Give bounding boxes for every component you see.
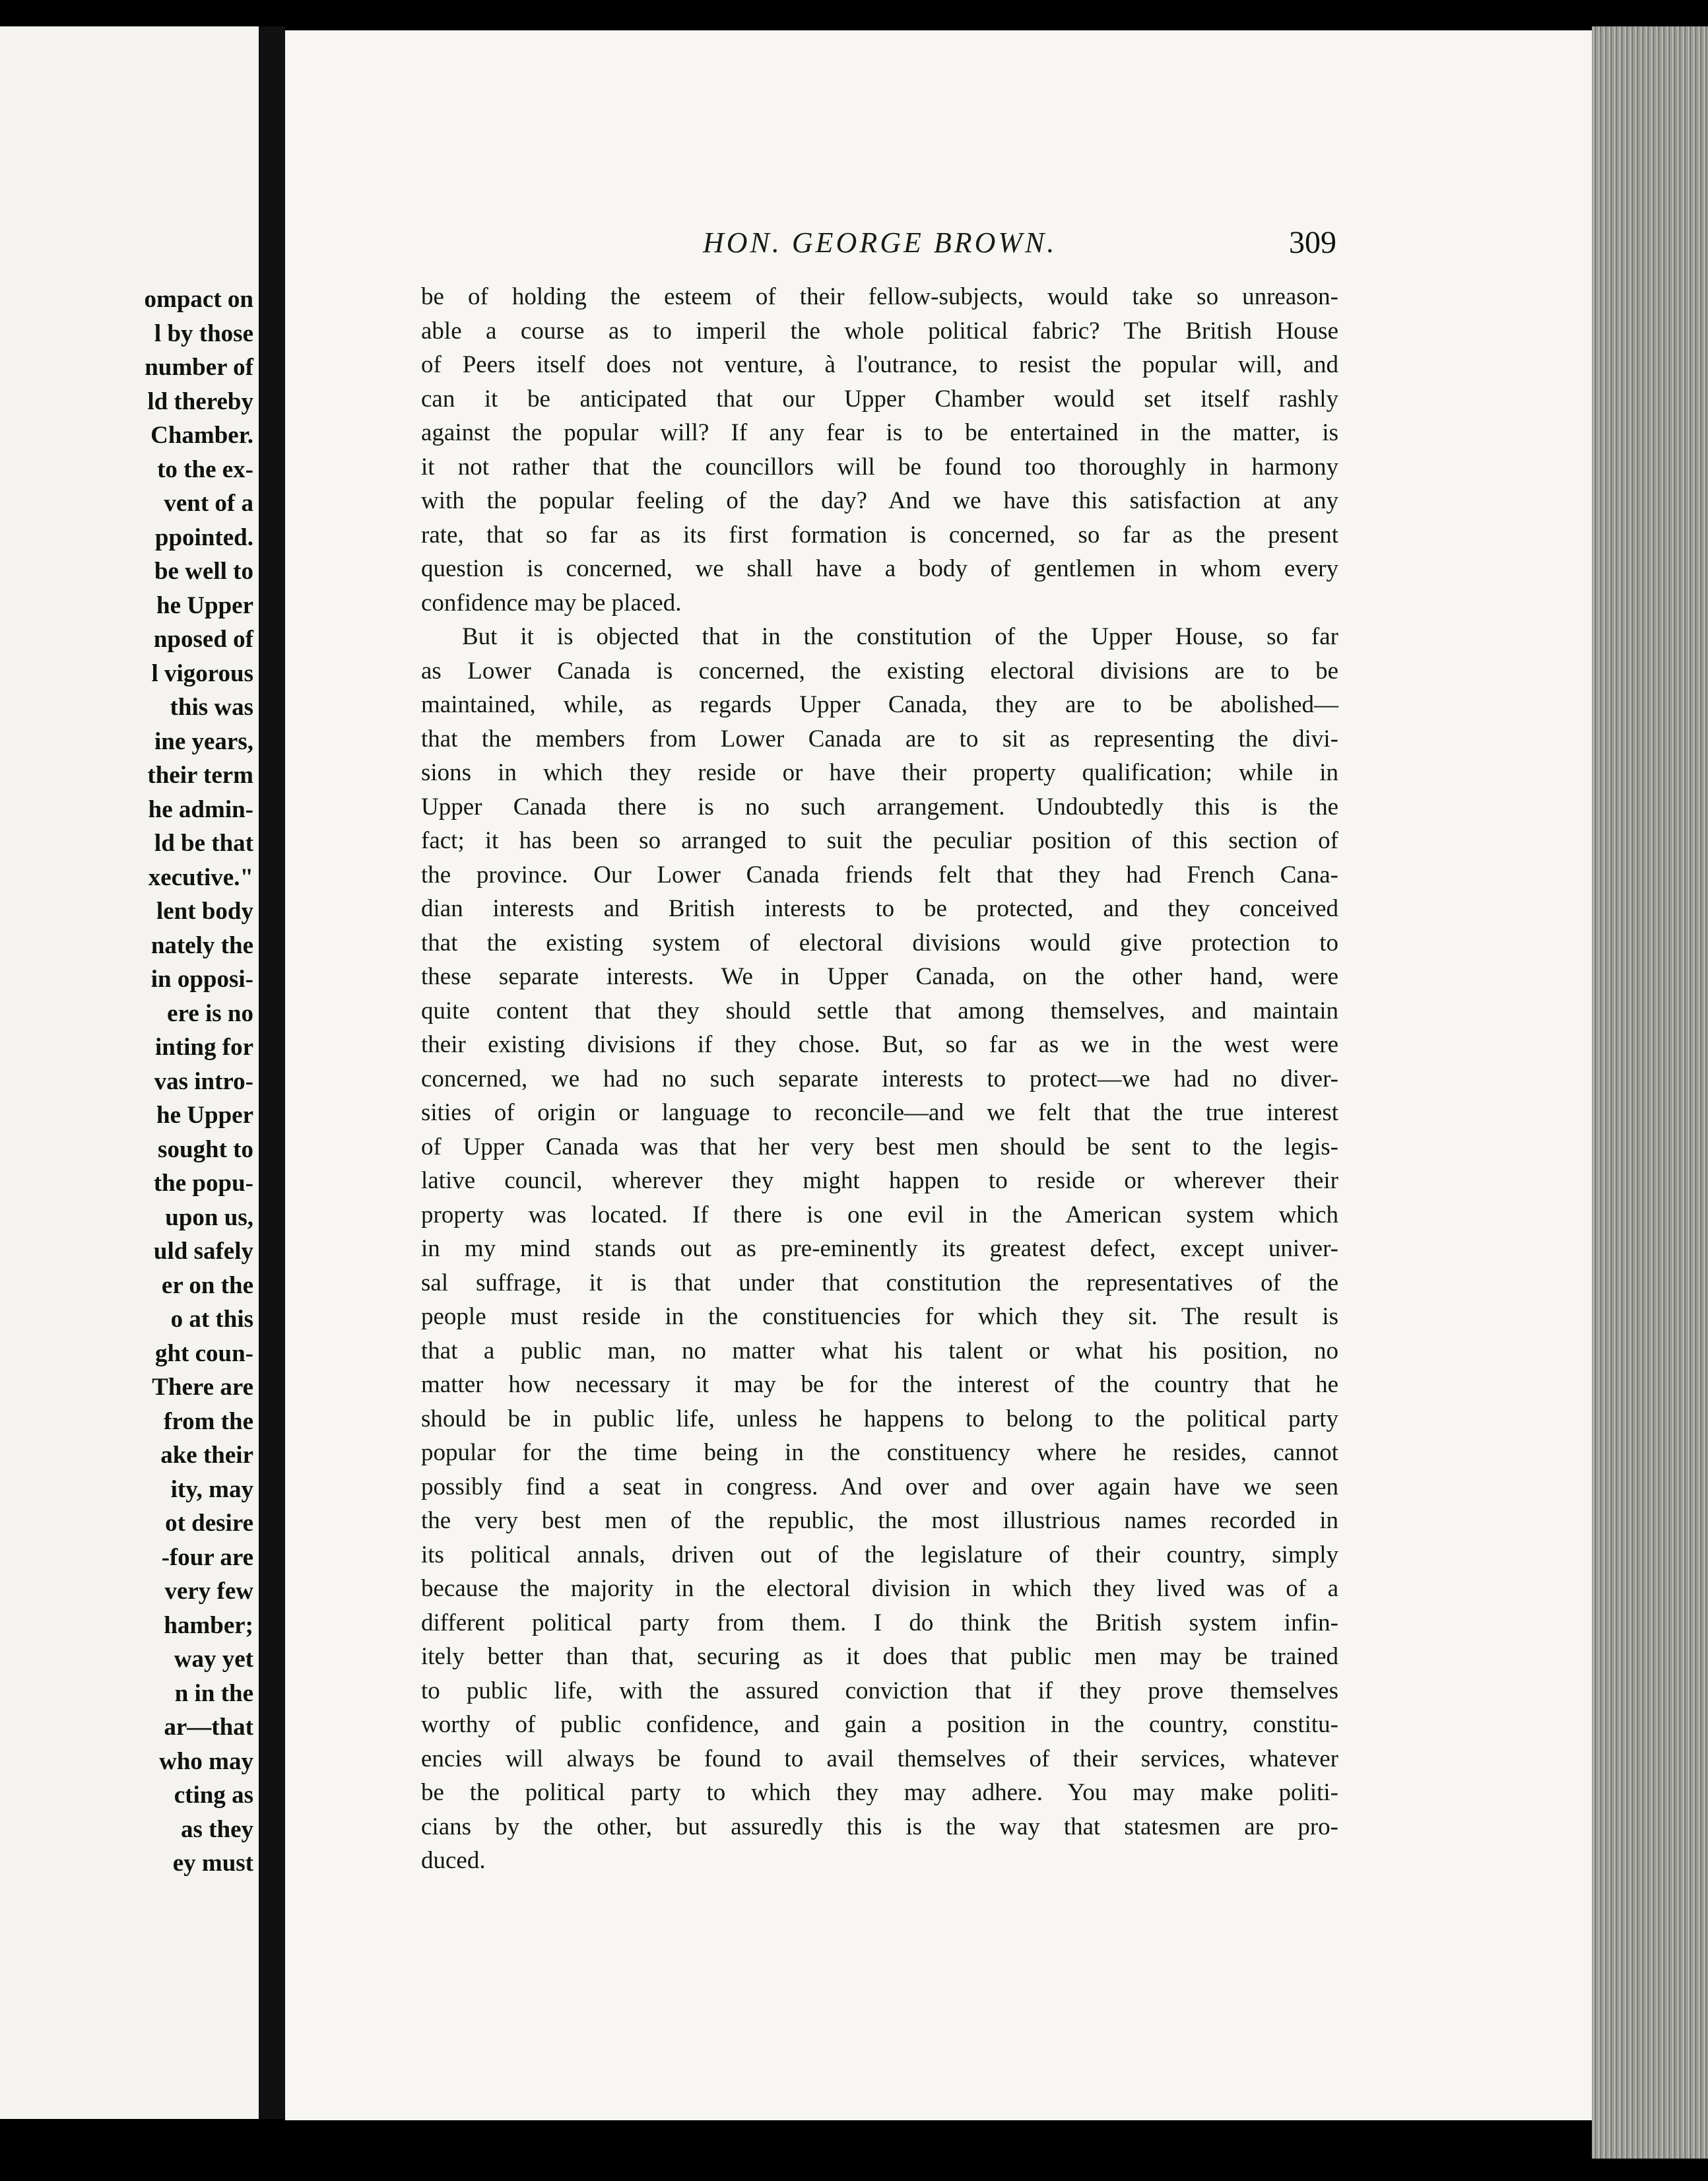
left-page-line: sought to <box>158 1135 253 1163</box>
left-page-line: ld be that <box>154 830 253 857</box>
page-edges <box>1592 26 1708 2159</box>
left-page-line: ppointed. <box>154 523 253 551</box>
left-page-line: ompact on <box>144 286 253 313</box>
text-line: be of holding the esteem of their fellow-subjects, would take so unreason- <box>421 283 1338 310</box>
text-line: that the existing system of electoral divisions would give protection to <box>421 929 1338 956</box>
left-page-line: be well to <box>154 558 253 585</box>
text-line: popular for the time being in the constituency where he resides, cannot <box>421 1439 1338 1466</box>
text-line: in my mind stands out as pre-eminently its greatest defect, except univer- <box>421 1235 1338 1262</box>
running-header: HON. GEORGE BROWN. <box>703 226 1057 259</box>
left-page-line: ot desire <box>165 1510 253 1537</box>
left-page-line: ake their <box>160 1442 253 1469</box>
text-line: that the members from Lower Canada are to sit as representing the divi- <box>421 725 1338 753</box>
left-page-line: their term <box>147 762 253 789</box>
text-line: can it be anticipated that our Upper Chamber would set itself rashly <box>421 385 1338 413</box>
left-page-line: he Upper <box>156 591 253 619</box>
left-page-line: he admin- <box>148 795 253 823</box>
text-line: confidence may be placed. <box>421 589 682 617</box>
left-page-line: er on the <box>161 1271 253 1299</box>
text-line: itely better than that, securing as it does that public men may be trained <box>421 1643 1338 1670</box>
left-page-line: xecutive." <box>148 863 253 891</box>
text-line: dian interests and British interests to be protected, and they conceived <box>421 895 1338 922</box>
text-line: maintained, while, as regards Upper Canada, they are to be abolished— <box>421 691 1338 718</box>
left-page-line: who may <box>159 1747 253 1775</box>
left-page-line: ght coun- <box>154 1339 253 1367</box>
text-line: possibly find a seat in congress. And over and over again have we seen <box>421 1473 1338 1500</box>
text-line: encies will always be found to avail themselves of their services, whatever <box>421 1745 1338 1772</box>
left-page-line: ey must <box>172 1850 253 1877</box>
text-line: with the popular feeling of the day? And we have this satisfaction at any <box>421 487 1338 514</box>
text-line: the very best men of the republic, the most illustrious names recorded in <box>421 1507 1338 1534</box>
left-page-line: Chamber. <box>150 422 253 449</box>
text-line: of Peers itself does not venture, à l'outrance, to resist the popular will, and <box>421 351 1338 378</box>
left-page-line: lent body <box>156 898 253 925</box>
body-text <box>421 280 1338 1878</box>
left-page-line: this was <box>170 694 253 721</box>
left-page-line: very few <box>164 1578 253 1605</box>
left-page-line: l by those <box>154 319 253 347</box>
left-page-line: number of <box>145 354 253 381</box>
left-page-line: cting as <box>174 1782 253 1809</box>
text-line: against the popular will? If any fear is to be entertained in the matter, is <box>421 419 1338 446</box>
left-page-line: the popu- <box>153 1170 253 1197</box>
left-page-line: ity, may <box>170 1475 253 1503</box>
text-line: quite content that they should settle that among themselves, and maintain <box>421 997 1338 1024</box>
text-line: fact; it has been so arranged to suit the peculiar position of this section of <box>421 827 1338 854</box>
left-page-line: vas intro- <box>154 1067 253 1095</box>
left-page-line: hamber; <box>164 1611 253 1639</box>
left-page-line: o at this <box>170 1306 253 1333</box>
left-page-line: -four are <box>161 1543 253 1571</box>
left-page-line: way yet <box>174 1646 253 1673</box>
text-line: these separate interests. We in Upper Canada, on the other hand, were <box>421 963 1338 990</box>
text-line: matter how necessary it may be for the interest of the country that he <box>421 1371 1338 1398</box>
left-page-line: as they <box>181 1815 253 1843</box>
text-line: the province. Our Lower Canada friends felt that they had French Cana- <box>421 861 1338 889</box>
left-page-line: he Upper <box>156 1102 253 1129</box>
text-line: that a public man, no matter what his talent or what his position, no <box>421 1337 1338 1364</box>
text-line: be the political party to which they may adhere. You may make politi- <box>421 1779 1338 1806</box>
text-line: their existing divisions if they chose. But, so far as we in the west were <box>421 1031 1338 1058</box>
left-page-line: ld thereby <box>147 387 253 415</box>
left-page-line: to the ex- <box>157 455 253 483</box>
text-line: different political party from them. I do think the British system infin- <box>421 1609 1338 1636</box>
text-line: property was located. If there is one evil in the American system which <box>421 1201 1338 1228</box>
left-page-line: n in the <box>174 1679 253 1707</box>
text-line: Upper Canada there is no such arrangement. Undoubtedly this is the <box>421 793 1338 821</box>
text-line: its political annals, driven out of the legislature of their country, simply <box>421 1541 1338 1568</box>
text-line: sities of origin or language to reconcile—and we felt that the true interest <box>421 1099 1338 1126</box>
left-page-line: uld safely <box>153 1238 253 1265</box>
left-page-line: ere is no <box>167 999 253 1027</box>
text-line: sions in which they reside or have their property qualification; while in <box>421 759 1338 786</box>
left-page-line: in opposi- <box>150 966 253 993</box>
text-line: rate, that so far as its first formation is concerned, so far as the present <box>421 521 1338 549</box>
text-line: concerned, we had no such separate interests to protect—we had no diver- <box>421 1065 1338 1092</box>
text-line: should be in public life, unless he happens to belong to the political party <box>421 1405 1338 1432</box>
left-page-line: vent of a <box>164 490 253 517</box>
text-line: of Upper Canada was that her very best men should be sent to the legis- <box>421 1133 1338 1160</box>
text-line: duced. <box>421 1847 486 1874</box>
left-page-line: nately the <box>150 931 253 959</box>
left-page-line: There are <box>152 1374 253 1401</box>
left-page-line: l vigorous <box>151 659 253 687</box>
text-line: lative council, wherever they might happen to reside or wherever their <box>421 1167 1338 1194</box>
page-number: 309 <box>1289 225 1336 260</box>
left-page-line: nposed of <box>153 626 253 653</box>
text-line: people must reside in the constituencies for which they sit. The result is <box>421 1303 1338 1330</box>
left-page-text <box>0 283 253 1881</box>
text-line: as Lower Canada is concerned, the existing electoral divisions are to be <box>421 657 1338 685</box>
text-line: But it is objected that in the constitution of the Upper House, so far <box>462 623 1338 650</box>
text-line: sal suffrage, it is that under that constitution the representatives of the <box>421 1269 1338 1296</box>
text-line: cians by the other, but assuredly this is the way that statesmen are pro- <box>421 1813 1338 1840</box>
text-line: to public life, with the assured conviction that if they prove themselves <box>421 1677 1338 1704</box>
book-gutter <box>259 26 285 2119</box>
left-facing-page <box>0 26 259 2119</box>
left-page-line: upon us, <box>165 1203 253 1231</box>
text-line: question is concerned, we shall have a body of gentlemen in whom every <box>421 555 1338 582</box>
text-line: able a course as to imperil the whole political fabric? The British House <box>421 317 1338 345</box>
left-page-line: inting for <box>154 1034 253 1061</box>
text-line: worthy of public confidence, and gain a position in the country, constitu- <box>421 1711 1338 1738</box>
text-line: it not rather that the councillors will be found too thoroughly in harmony <box>421 453 1338 481</box>
text-line: because the majority in the electoral division in which they lived was of a <box>421 1575 1338 1602</box>
left-page-line: ine years, <box>154 727 253 755</box>
left-page-line: from the <box>164 1407 253 1435</box>
left-page-line: ar—that <box>164 1714 253 1741</box>
